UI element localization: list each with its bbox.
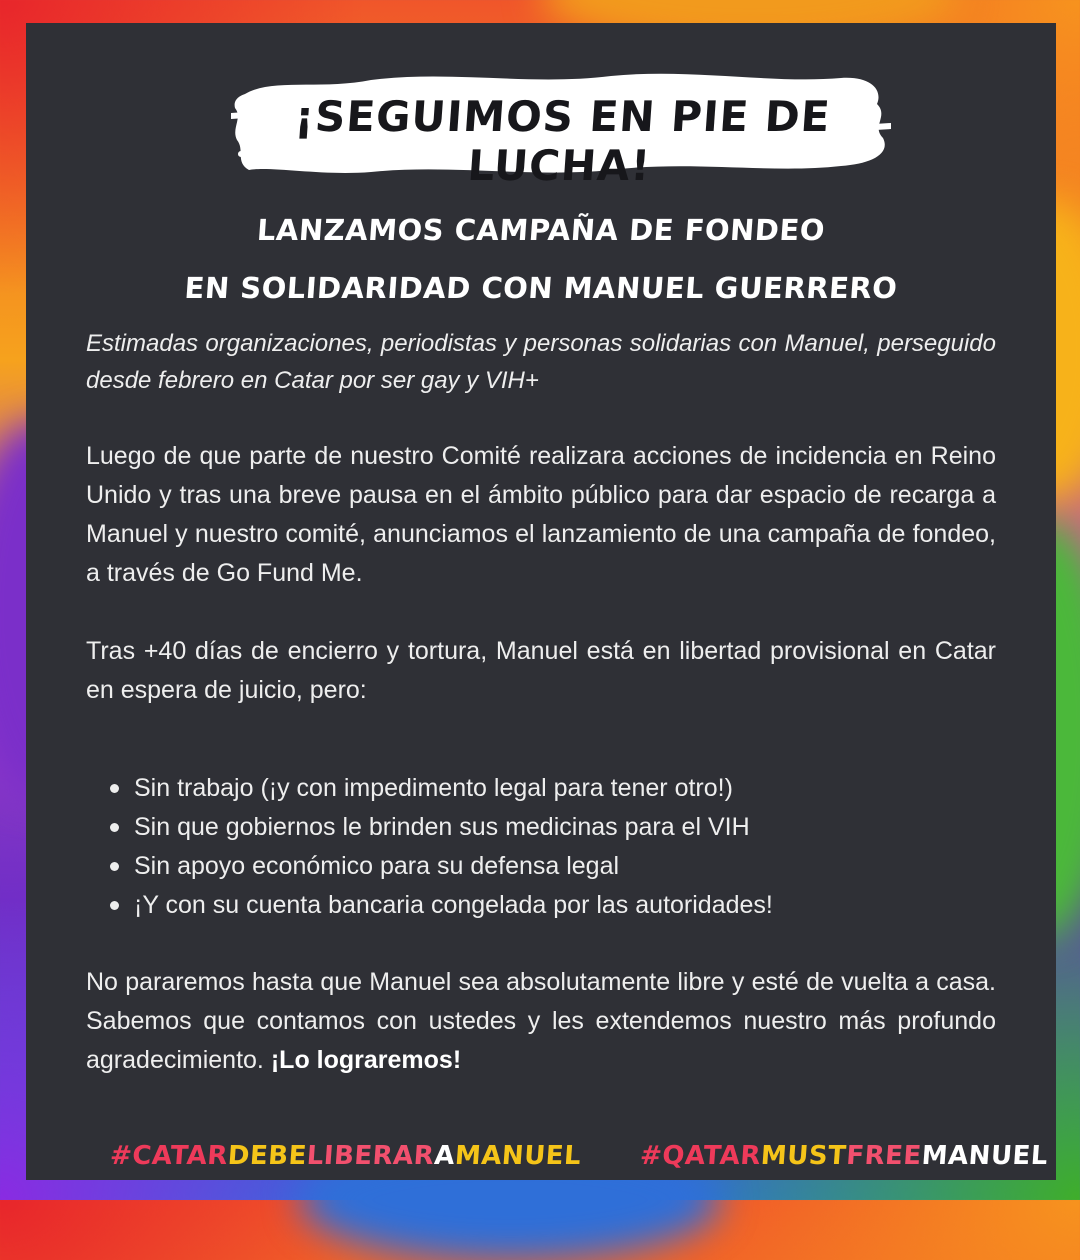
situation-list	[106, 769, 986, 925]
bullet-icon	[110, 784, 119, 793]
hashtag-catar: #CATARDEBELIBERARAMANUEL	[108, 1141, 583, 1171]
hashtag-qatar: #QATARMUSTFREEMANUEL	[638, 1141, 1049, 1171]
content-panel	[26, 23, 1056, 1180]
list-item: Sin apoyo económico para su defensa legal	[106, 847, 986, 886]
paragraph-campaign: Luego de que parte de nuestro Comité realizara acciones de incidencia en Reino Unido y tras una breve pausa en el ámbito público para dar espacio de recarga a Manuel y nuestro comité, anunciamos el lanzamiento de una campaña de fondeo, a través de Go Fund Me.	[86, 442, 996, 587]
bullet-icon	[110, 901, 119, 910]
headline-brush-banner	[231, 68, 891, 190]
bullet-icon	[110, 823, 119, 832]
list-item: Sin trabajo (¡y con impedimento legal para tener otro!)	[106, 769, 986, 808]
paragraph-situation: Tras +40 días de encierro y tortura, Manuel está en libertad provisional en Catar en espera de juicio, pero:	[86, 637, 996, 704]
headline: ¡SEGUIMOS EN PIE DE LUCHA!	[293, 92, 833, 190]
bullet-icon	[110, 862, 119, 871]
list-item: ¡Y con su cuenta bancaria congelada por las autoridades!	[106, 886, 986, 925]
subtitle-line-2: EN SOLIDARIDAD CON MANUEL GUERRERO	[183, 271, 899, 305]
list-item: Sin que gobiernos le brinden sus medicinas para el VIH	[106, 808, 986, 847]
closing-bold-text: ¡Lo lograremos!	[270, 1046, 462, 1074]
intro-paragraph: Estimadas organizaciones, periodistas y personas solidarias con Manuel, perseguido desde febrero en Catar por ser gay y VIH+	[86, 330, 996, 394]
closing-paragraph	[86, 963, 996, 1080]
subtitle-line-1: LANZAMOS CAMPAÑA DE FONDEO	[255, 213, 827, 247]
closing-text: No pararemos hasta que Manuel sea absolutamente libre y esté de vuelta a casa. Sabemos que contamos con ustedes y les extendemos nuestro más profundo agradecimiento.	[86, 968, 996, 1074]
